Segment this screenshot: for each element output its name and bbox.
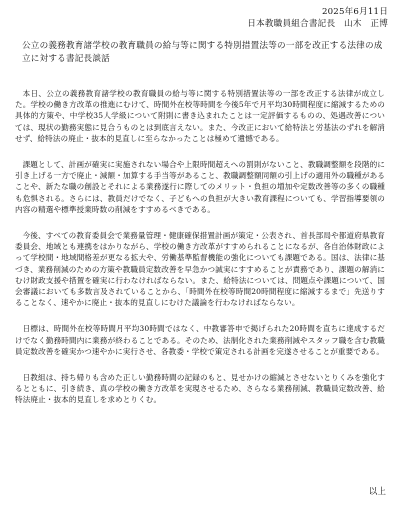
paragraph-3: 今後、すべての教育委員会で業務量管理・健康確保措置計画が策定・公表され、首長部局や都道府県教育委員会、地域とも連携をはかりながら、学校の働き方改革がすすめられることになるが、各自治体財政によって学校間・地域間格差が更なる拡大や、労働基準監督機能の強化についても課題である。国は、法律に基づき、業務削減のための方策や教職員定数改善を早急かつ誠実にすすめることが責務であり、課題の解消にむけ財政支援や措置を確実に行わなければならない。また、給特法については、問題点や課題について、国会審議においても多数言及されていることから、「時間外在校等時間20時間程度に縮減するまで」先送りすることなく、速やかに廃止・抜本的見直しにむけた議論を行わなければならない。: [15, 231, 385, 308]
document-closing: 以上: [368, 487, 386, 497]
document-body: [15, 88, 385, 421]
document-header: [247, 6, 388, 30]
document-title: 公立の義務教育諸学校の教育職員の給与等に関する特別措置法等の一部を改正する法律の成立に対する書記長談話: [22, 41, 383, 64]
paragraph-4: 日標は、時間外在校等時間月平均30時間ではなく、中教審答申で掲げられた20時間を直ちに達成するだけでなく勤務時間内に業務が終わることである。そのため、法制化された業務削減やスタッフ職を含む教職員定数改善を確実かつ速やかに実行させ、各教委・学校で策定される計画を完遂させることが重要である。: [15, 324, 385, 356]
document-author: 日本教職員組合書記長 山木 正博: [247, 19, 388, 29]
paragraph-2: 課題として、計画が確実に実施されない場合や上限時間超えへの罰則がないこと、教職調整額を段階的に引き上げる一方で廃止・減額・加算する手当等があること、教職調整額同額の引上げの適用外の職種があることや、新たな職の創設とそれによる業務遂行に際してのメリット・負担の増加や定数改善等の多くの職種も危惧される。さらには、教員だけでなく、子どもへの負担が大きい教育課程についても、学習指導要領の内容の精選や標準授業時数の削減をすすめるべきである。: [15, 160, 385, 214]
paragraph-5: 日教組は、持ち帰りも含めた正しい勤務時間の記録のもと、見せかけの縮減とさせないとりくみを強化するとともに、引き続き、真の学校の働き方改革を実現させるため、さらなる業務削減、教職員定数改善、給特法廃止・抜本的見直しを求めとりくむ。: [15, 373, 385, 405]
document-date: 2025年6月11日: [321, 7, 388, 17]
paragraph-1: 本日、公立の義務教育諸学校の教育職員の給与等に関する特別措置法等の一部を改正する法律が成立した。学校の働き方改革の推進にむけて、時間外在校等時間を今後5年で月平均30時間程度に縮減するための具体的方策や、中学校35人学級について附則に書き込まれたことは一定評価するものの、処遇改善については、現状の勤務実態に見合うものとは到底言えない。また、今改正において給特法と労基法のずれを解消せず、給特法の廃止・抜本的見直しに至らなかったことは極めて遺憾である。: [15, 89, 385, 143]
